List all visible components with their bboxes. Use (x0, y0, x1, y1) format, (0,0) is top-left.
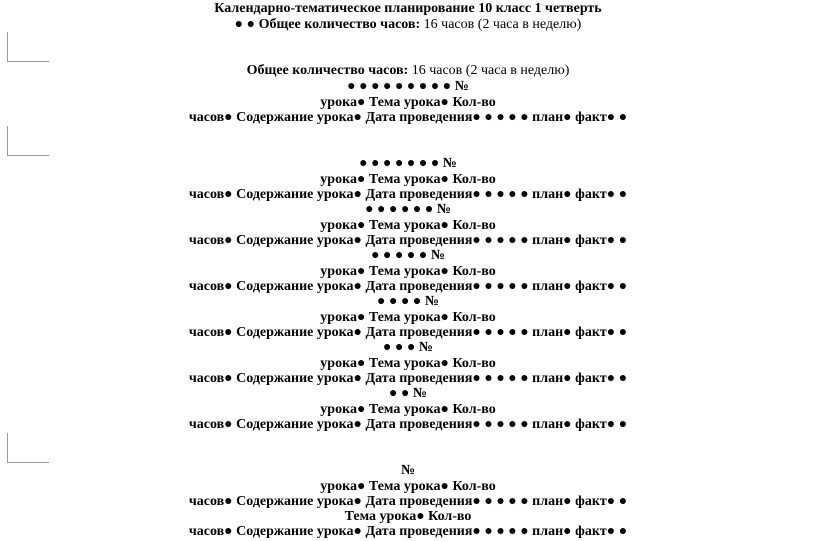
row-line: ● ● № (389, 386, 427, 401)
row-line: урока● Тема урока● Кол-во (320, 95, 496, 110)
row-line: ● ● ● ● ● № (371, 248, 445, 263)
hours-value-2: 16 часов (2 часа в неделю) (408, 63, 570, 78)
row-line: часов● Содержание урока● Дата проведения● ● ● ● ● план● факт● ● (188, 110, 628, 125)
row-line: часов● Содержание урока● Дата проведения● ● ● ● ● план● факт● ● (188, 233, 628, 248)
row-line: урока● Тема урока● Кол-во (320, 310, 496, 325)
row-line: урока● Тема урока● Кол-во (320, 356, 496, 371)
row-line: часов● Содержание урока● Дата проведения● ● ● ● ● план● факт● ● (188, 371, 628, 386)
row-line: часов● Содержание урока● Дата проведения● ● ● ● ● план● факт● ● (188, 494, 628, 509)
row-line: № (400, 463, 416, 478)
row-line: часов● Содержание урока● Дата проведения● ● ● ● ● план● факт● ● (188, 187, 628, 202)
row-line: урока● Тема урока● Кол-во (320, 172, 496, 187)
row-line: ● ● ● ● ● ● ● ● ● № (347, 79, 469, 94)
header-bullets: ● ● (234, 17, 259, 32)
row-line: урока● Тема урока● Кол-во (320, 264, 496, 279)
row-line: часов● Содержание урока● Дата проведения● ● ● ● ● план● факт● ● (188, 279, 628, 294)
hours-line-2 (0, 63, 816, 79)
row-line: урока● Тема урока● Кол-во (320, 218, 496, 233)
empty-box-3 (7, 433, 49, 463)
row-line: ● ● ● ● ● ● ● № (359, 156, 457, 171)
row-line: ● ● ● № (383, 340, 433, 355)
empty-box-1 (7, 32, 49, 62)
row-line: ● ● ● ● ● ● № (365, 202, 451, 217)
row-line: часов● Содержание урока● Дата проведения● ● ● ● ● план● факт● ● (188, 524, 628, 539)
page-title: Календарно-тематическое планирование 10 класс 1 четверть (214, 1, 602, 16)
row-line: урока● Тема урока● Кол-во (320, 479, 496, 494)
row-line: ● ● ● ● № (377, 294, 439, 309)
hours-label-2: Общее количество часов: (246, 63, 409, 78)
row-line: часов● Содержание урока● Дата проведения● ● ● ● ● план● факт● ● (188, 325, 628, 340)
row-line: урока● Тема урока● Кол-во (320, 402, 496, 417)
header-hours (0, 17, 816, 33)
empty-box-2 (7, 126, 49, 156)
row-line: Тема урока● Кол-во (344, 509, 472, 524)
header-hours-value: 16 часов (2 часа в неделю) (420, 17, 582, 32)
header-hours-label: Общее количество часов: (258, 17, 421, 32)
row-line: часов● Содержание урока● Дата проведения● ● ● ● ● план● факт● ● (188, 417, 628, 432)
